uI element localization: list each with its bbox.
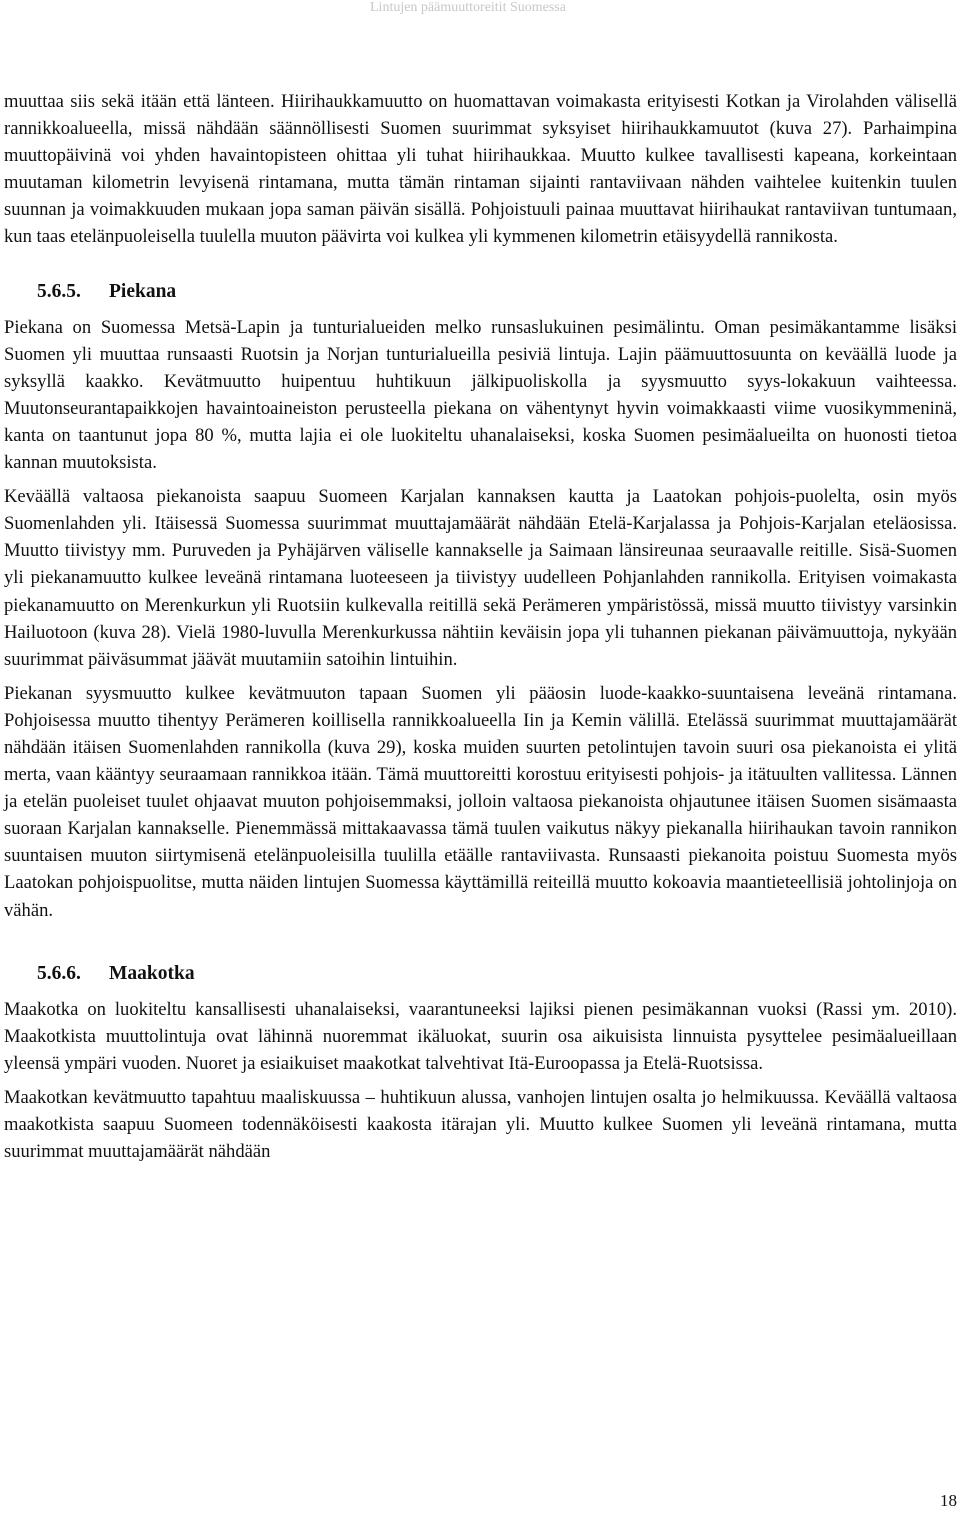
page-number: 18 <box>940 1491 957 1510</box>
paragraph: Piekana on Suomessa Metsä-Lapin ja tunturialueiden melko runsaslukuinen pesimälintu. Oman pesimäkantamme lisäksi Suomen yli muuttaa runsaasti Ruotsin ja Norjan tunturialueilla pesiviä lintuja. Lajin päämuuttosuunta on keväällä luode ja syksyllä kaakko. Kevätmuutto huipentuu huhtikuun jälkipuoliskolla ja syysmuutto syys-lokakuun vaihteessa. Muutonseurantapaikkojen havaintoaineiston perusteella piekana on vähentynyt hyvin voimakkaasti viime vuosikymmeninä, kanta on taantunut jopa 80 %, mutta lajia ei ole luokiteltu uhanalaiseksi, koska Suomen pesimäalueilta on huonosti tietoa kannan muutoksista. <box>4 316 957 474</box>
section-number: 5.6.5. <box>37 280 81 302</box>
section-number: 5.6.6. <box>37 962 81 984</box>
section-heading <box>4 960 957 987</box>
paragraph: Piekanan syysmuutto kulkee kevätmuuton tapaan Suomen yli pääosin luode-kaakko-suuntaisena leveänä rintamana. Pohjoisessa muutto tihentyy Perämeren koillisella rannikkoalueella Iin ja Kemin välillä. Etelässä suurimmat muuttajamäärät nähdään itäisen Suomenlahden rannikolla (kuva 29), koska muiden suurten petolintujen tavoin suuri osa piekanoista ei ylitä merta, vaan kääntyy seuraamaan rannikkoa itään. Tämä muuttoreitti korostuu erityisesti pohjois- ja itätuulten vallitessa. Lännen ja etelän puoleiset tuulet ohjaavat muuton pohjoisemmaksi, jolloin valtaosa piekanoista ohjautunee itäisen Suomen sisämaasta suoraan Karjalan kannakselle. Pienemmässä mittakaavassa tämä tuulen vaikutus näkyy piekanalla hiirihaukan tavoin rannikon suuntaisen muuton siirtymisenä etelänpuoleisilla tuulilla etäälle rantaviivasta. Runsaasti piekanoita poistuu Suomesta myös Laatokan pohjoispuolitse, mutta näiden lintujen Suomessa käyttämillä reiteillä muutto kokoavia maantieteellisiä johtolinjoja on vähän. <box>4 682 957 921</box>
section-heading <box>4 278 957 305</box>
paragraph: Keväällä valtaosa piekanoista saapuu Suomeen Karjalan kannaksen kautta ja Laatokan pohjois-puolelta, osin myös Suomenlahden yli. Itäisessä Suomessa suurimmat muuttajamäärät nähdään Etelä-Karjalassa ja Pohjois-Karjalan eteläosissa. Muutto tiivistyy mm. Puruveden ja Pyhäjärven väliselle kannakselle ja Saimaan länsireunaa seuraavalle reitille. Sisä-Suomen yli piekanamuutto kulkee leveänä rintamana luoteeseen ja tiivistyy uudelleen Pohjanlahden rannikolla. Erityisen voimakasta piekanamuutto on Merenkurkun yli Ruotsiin kulkevalla reitillä sekä Perämeren ympäristössä, missä muutto tiivistyy varsinkin Hailuotoon (kuva 28). Vielä 1980-luvulla Merenkurkussa nähtiin keväisin jopa yli tuhannen piekanan päivämuuttoja, nykyään suurimmat päiväsummat jäävät muutamiin satoihin lintuihin. <box>4 486 957 670</box>
section-title: Piekana <box>109 280 177 302</box>
running-header: Lintujen päämuuttoreitit Suomessa <box>370 0 566 15</box>
document-body <box>4 88 957 1165</box>
paragraph: Maakotkan kevätmuutto tapahtuu maaliskuussa – huhtikuun alussa, vanhojen lintujen osalta jo helmikuussa. Keväällä valtaosa maakotkista saapuu Suomeen todennäköisesti kaakosta itärajan yli. Muutto kulkee Suomen yli leveänä rintamana, mutta suurimmat muuttajamäärät nähdään <box>4 1086 957 1163</box>
paragraph: muuttaa siis sekä itään että länteen. Hiirihaukkamuutto on huomattavan voimakasta erityisesti Kotkan ja Virolahden välisellä rannikkoalueella, missä nähdään säännöllisesti Suomen suurimmat syksyiset hiirihaukkamuutot (kuva 27). Parhaimpina muuttopäivinä voi yhden havaintopisteen ohittaa yli tuhat hiirihaukkaa. Muutto kulkee tavallisesti kapeana, korkeintaan muutaman kilometrin levyisenä rintamana, mutta tämän rintaman sijainti rantaviivaan nähden vaihtelee kuitenkin tuulen suunnan ja voimakkuuden mukaan jopa saman päivän sisällä. Pohjoistuuli painaa muuttavat hiirihaukat rantaviivan tuntumaan, kun taas etelänpuoleisella tuulella muuton päävirta voi kulkea yli kymmenen kilometrin etäisyydellä rannikosta. <box>4 91 957 248</box>
paragraph: Maakotka on luokiteltu kansallisesti uhanalaiseksi, vaarantuneeksi lajiksi pienen pesimäkannan vuoksi (Rassi ym. 2010). Maakotkista muuttolintuja ovat lähinnä nuoremmat ikäluokat, suurin osa aikuisista linnuista pysyttelee pesimäalueillaan yleensä ympäri vuoden. Nuoret ja esiaikuiset maakotkat talvehtivat Itä-Euroopassa ja Etelä-Ruotsissa. <box>4 998 957 1074</box>
section-title: Maakotka <box>109 962 195 984</box>
